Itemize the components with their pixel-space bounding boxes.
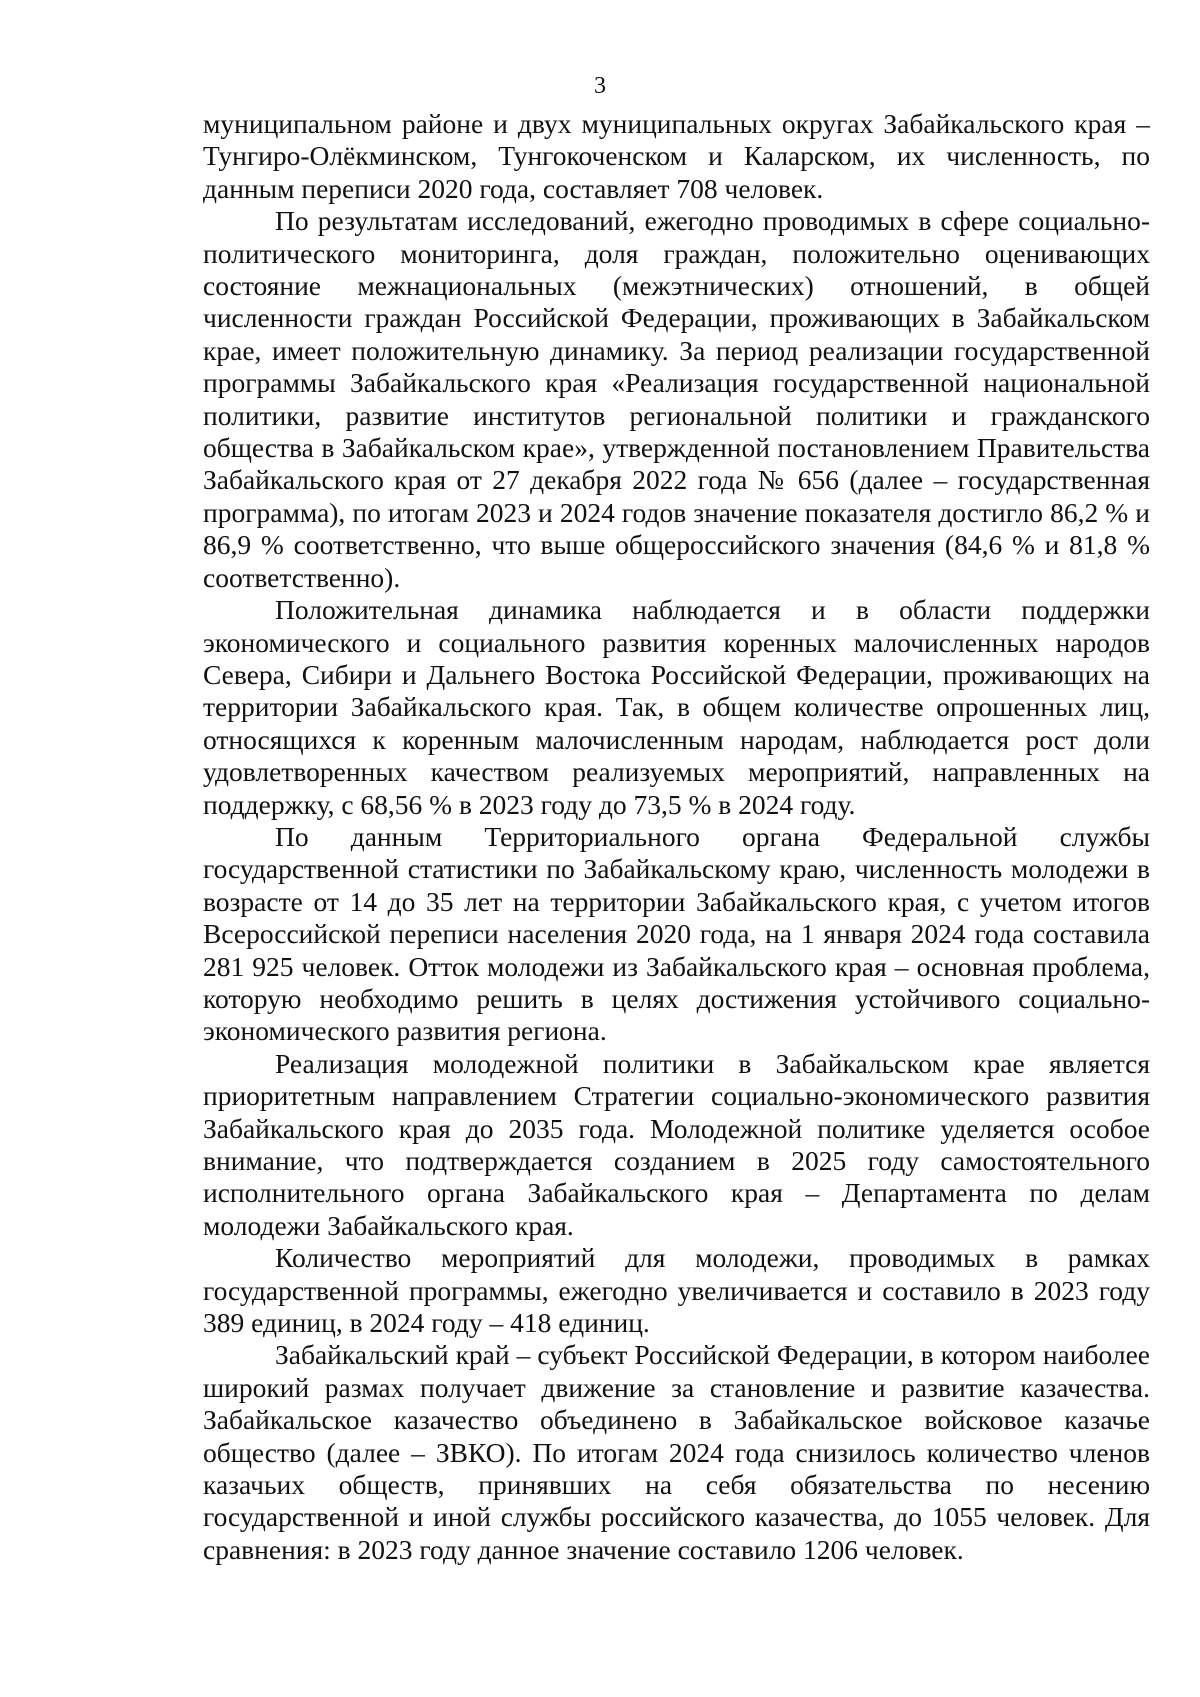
paragraph-youth-statistics: По данным Территориального органа Федеральной службы государственной статистики по Забайкальскому краю, численность молодежи в возрасте от 14 до 35 лет на территории Забайкальского края, с учетом итогов Всероссийской переписи населения 2020 года, на 1 января 2024 года составила 281 925 человек. Отток молодежи из Забайкальского края – основная проблема, которую необходимо решить в целях достижения устойчивого социально-экономического развития региона. [203, 820, 1150, 1047]
document-body [203, 108, 1150, 1566]
page-number: 3 [594, 73, 606, 99]
paragraph-cossacks: Забайкальский край – субъект Российской Федерации, в котором наиболее широкий размах получает движение за становление и развитие казачества. Забайкальское казачество объединено в Забайкальское войсковое казачье общество (далее – ЗВКО). По итогам 2024 года снизилось количество членов казачьих обществ, принявших на себя обязательства по несению государственной и иной службы российского казачества, до 1055 человек. Для сравнения: в 2023 году данное значение составило 1206 человек. [203, 1339, 1150, 1565]
paragraph-monitoring-results: По результатам исследований, ежегодно проводимых в сфере социально-политического мониторинга, доля граждан, положительно оценивающих состояние межнациональных (межэтнических) отношений, в общей численности граждан Российской Федерации, проживающих в Забайкальском крае, имеет положительную динамику. За период реализации государственной программы Забайкальского края «Реализация государственной национальной политики, развитие институтов региональной политики и гражданского общества в Забайкальском крае», утвержденной постановлением Правительства Забайкальского края от 27 декабря 2022 года № 656 (далее – государственная программа), по итогам 2023 и 2024 годов значение показателя достигло 86,2 % и 86,9 % соответственно, что выше общероссийского значения (84,6 % и 81,8 % соответственно). [203, 205, 1150, 593]
paragraph-youth-events: Количество мероприятий для молодежи, проводимых в рамках государственной программы, ежегодно увеличивается и составило в 2023 году 389 единиц, в 2024 году – 418 единиц. [203, 1242, 1150, 1339]
paragraph-continuation: муниципальном районе и двух муниципальных округах Забайкальского края – Тунгиро-Олёкминском, Тунгокоченском и Каларском, их численность, по данным переписи 2020 года, составляет 708 человек. [203, 108, 1150, 204]
paragraph-indigenous-peoples: Положительная динамика наблюдается и в области поддержки экономического и социального развития коренных малочисленных народов Севера, Сибири и Дальнего Востока Российской Федерации, проживающих на территории Забайкальского края. Так, в общем количестве опрошенных лиц, относящихся к коренным малочисленным народам, наблюдается рост доли удовлетворенных качеством реализуемых мероприятий, направленных на поддержку, с 68,56 % в 2023 году до 73,5 % в 2024 году. [203, 594, 1150, 820]
paragraph-youth-policy: Реализация молодежной политики в Забайкальском крае является приоритетным направлением Стратегии социально-экономического развития Забайкальского края до 2035 года. Молодежной политике уделяется особое внимание, что подтверждается созданием в 2025 году самостоятельного исполнительного органа Забайкальского края – Департамента по делам молодежи Забайкальского края. [203, 1047, 1150, 1241]
